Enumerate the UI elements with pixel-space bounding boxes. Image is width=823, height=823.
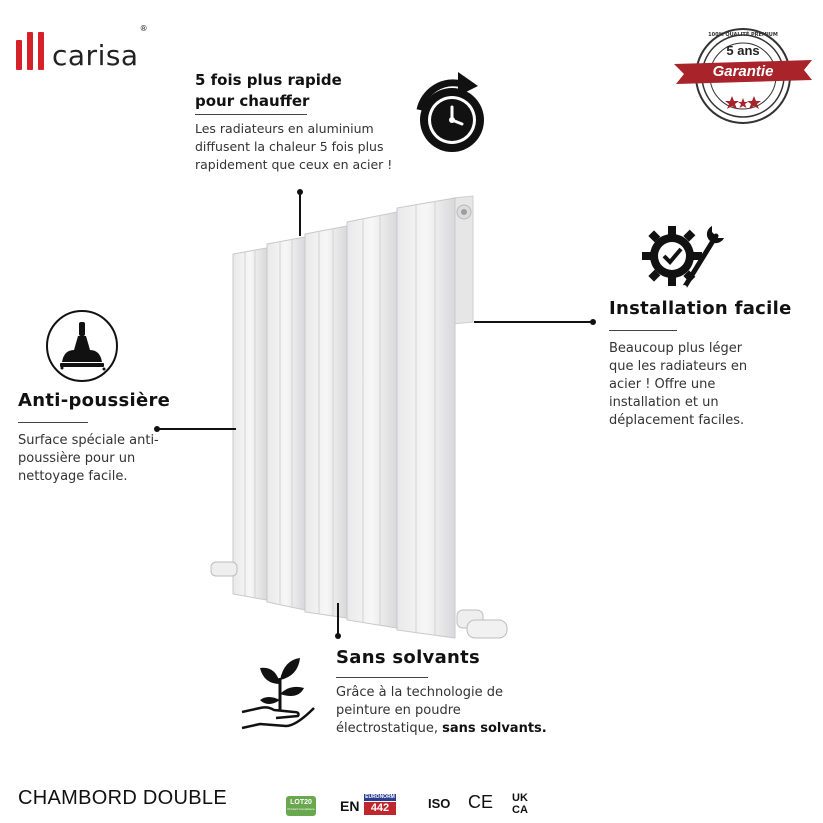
dust-brush-icon [44, 308, 120, 384]
iso-badge: ISO [428, 796, 451, 811]
en442-badge [340, 794, 398, 818]
stopwatch-fast-icon [412, 70, 488, 156]
solvents-text-bold: sans solvants. [442, 721, 547, 736]
gear-wrench-check-icon [640, 218, 726, 294]
radiator-image [205, 190, 520, 650]
lot20-badge: LOT20 Product Compliance [286, 796, 316, 816]
dust-divider [18, 422, 88, 423]
solvents-text: Grâce à la technologie de peinture en poudre électrostatique, sans solvants. [336, 685, 547, 736]
heating-title: 5 fois plus rapide pour chauffer [195, 71, 342, 110]
dust-text: Surface spéciale anti- poussière pour un nettoyage facile. [18, 433, 159, 484]
model-name: CHAMBORD DOUBLE [18, 787, 227, 809]
installation-leader-dot [590, 319, 596, 325]
heating-divider [195, 114, 307, 115]
carisa-logo [16, 24, 148, 70]
heating-leader-line [299, 192, 301, 236]
solvents-leader-dot [335, 633, 341, 639]
heating-text: Les radiateurs en aluminium diffusent la chaleur 5 fois plus rapidement que ceux en acier ! [195, 121, 393, 172]
warranty-label: Garantie [712, 63, 774, 80]
logo-bars-icon [16, 32, 44, 70]
warranty-years: 5 ans [726, 43, 760, 58]
warranty-ring-text: 100% QUALITÉ PREMIUM [708, 32, 778, 38]
euronorm-label: EURONORM [365, 794, 395, 800]
solvents-title: Sans solvants [336, 647, 481, 668]
installation-divider [609, 330, 677, 331]
warranty-badge [672, 26, 814, 126]
installation-text: Beaucoup plus léger que les radiateurs en acier ! Offre une installation et un déplacement faciles. [609, 341, 748, 428]
ce-mark: CE [468, 792, 494, 812]
brand-name: carisa [52, 39, 139, 72]
solvents-leader-line [337, 603, 339, 637]
dust-title: Anti-poussière [18, 390, 171, 411]
solvents-text-regular: électrostatique, [336, 721, 443, 736]
solvents-divider [336, 677, 428, 678]
ukca-mark: UK CA [512, 792, 528, 816]
plant-hand-icon [238, 654, 320, 732]
en-label: EN [340, 798, 360, 814]
installation-title: Installation facile [609, 298, 792, 319]
en-number: 442 [364, 802, 396, 815]
registered-mark: ® [139, 24, 148, 33]
dust-leader-line [158, 428, 236, 430]
heating-leader-dot [297, 189, 303, 195]
installation-leader-line [474, 321, 592, 323]
